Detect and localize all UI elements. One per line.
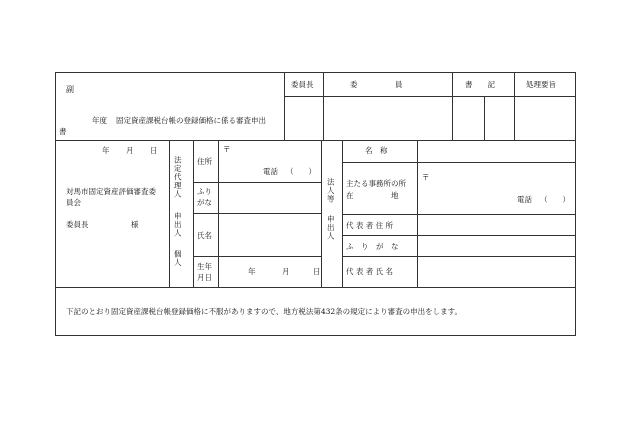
col-clerk-label: 書 記	[465, 80, 495, 89]
corp-row-divider-2	[342, 214, 576, 215]
individual-phone-label: 電話	[263, 167, 278, 176]
row-divider-3	[193, 256, 321, 257]
dob-day: 日	[313, 267, 321, 276]
corp-phone-parens: （ ）	[540, 195, 570, 204]
header-bottom-border	[55, 140, 576, 141]
body-col-3	[218, 140, 219, 287]
body-col-1	[169, 140, 170, 287]
form-title: 固定資産課税台帳の登録価格に係る審査申出	[116, 116, 266, 125]
date-day: 日	[150, 146, 158, 155]
addressee-line2: 員会	[66, 198, 81, 207]
form-title-tail: 書	[59, 127, 67, 136]
individual-postal-mark: 〒	[223, 145, 231, 154]
person-label: 個人	[173, 250, 183, 267]
agent-label: 法定代理人	[173, 156, 183, 199]
copy-mark: 副	[66, 85, 74, 94]
dob-label-1: 生年	[197, 262, 212, 271]
header-col-1	[284, 72, 285, 140]
body-col-4	[321, 140, 322, 287]
date-year: 年	[102, 146, 110, 155]
body-col-5	[342, 140, 343, 287]
date-month: 月	[126, 146, 134, 155]
header-col-3	[452, 72, 453, 140]
corp-row-divider-3	[342, 235, 576, 236]
addressee-line1: 対馬市固定資産評価審査委	[66, 187, 156, 196]
name-label: 氏名	[197, 231, 212, 240]
corp-row-divider-4	[342, 256, 576, 257]
corp-label: 法人等	[326, 178, 336, 204]
dob-label-2: 月日	[197, 273, 212, 282]
col-chair-label: 委員長	[291, 80, 314, 89]
rep-address-label: 代 表 者 住 所	[346, 221, 394, 230]
rep-name-label: 代 表 者 氏 名	[346, 267, 394, 276]
header-col-5	[514, 72, 515, 140]
dob-month: 月	[282, 267, 290, 276]
corp-name-label: 名 称	[365, 146, 388, 155]
furigana-label-2: がな	[197, 198, 212, 207]
furigana-label-1: ふり	[197, 187, 212, 196]
header-row-divider	[284, 96, 576, 97]
individual-applicant-label: 申出人	[173, 212, 183, 238]
statement-text: 下記のとおり固定資産課税台帳登録価格に不服がありますので、地方税法第432条の規定により審査の申出をします。	[66, 307, 463, 316]
office-label-2: 在 地	[346, 191, 399, 200]
chair-label: 委員長	[66, 220, 89, 229]
outer-top-border	[55, 72, 576, 73]
title-year: 年度	[92, 116, 107, 125]
header-col-2	[323, 72, 324, 140]
corp-row-divider-1	[342, 162, 576, 163]
main-bottom-border	[55, 287, 576, 288]
body-col-6	[417, 140, 418, 287]
corp-postal-mark: 〒	[422, 173, 430, 182]
office-label-1: 主たる事務所の所	[346, 179, 406, 188]
col-member-label: 委 員	[350, 80, 403, 89]
address-label: 住所	[197, 157, 212, 166]
dob-year: 年	[248, 267, 256, 276]
corp-applicant-label: 申出人	[326, 215, 336, 241]
header-col-4	[484, 96, 485, 140]
row-divider-2	[193, 213, 321, 214]
outer-right-border	[575, 72, 576, 336]
honorific: 様	[131, 220, 139, 229]
corp-phone-label: 電話	[517, 195, 532, 204]
col-process-label: 処理要旨	[526, 80, 556, 89]
outer-left-border	[55, 72, 56, 336]
row-divider-1	[193, 182, 321, 183]
rep-furigana-label: ふ り が な	[346, 242, 399, 251]
outer-bottom-border	[55, 335, 576, 336]
body-col-2	[193, 140, 194, 287]
individual-phone-parens: （ ）	[286, 167, 316, 176]
